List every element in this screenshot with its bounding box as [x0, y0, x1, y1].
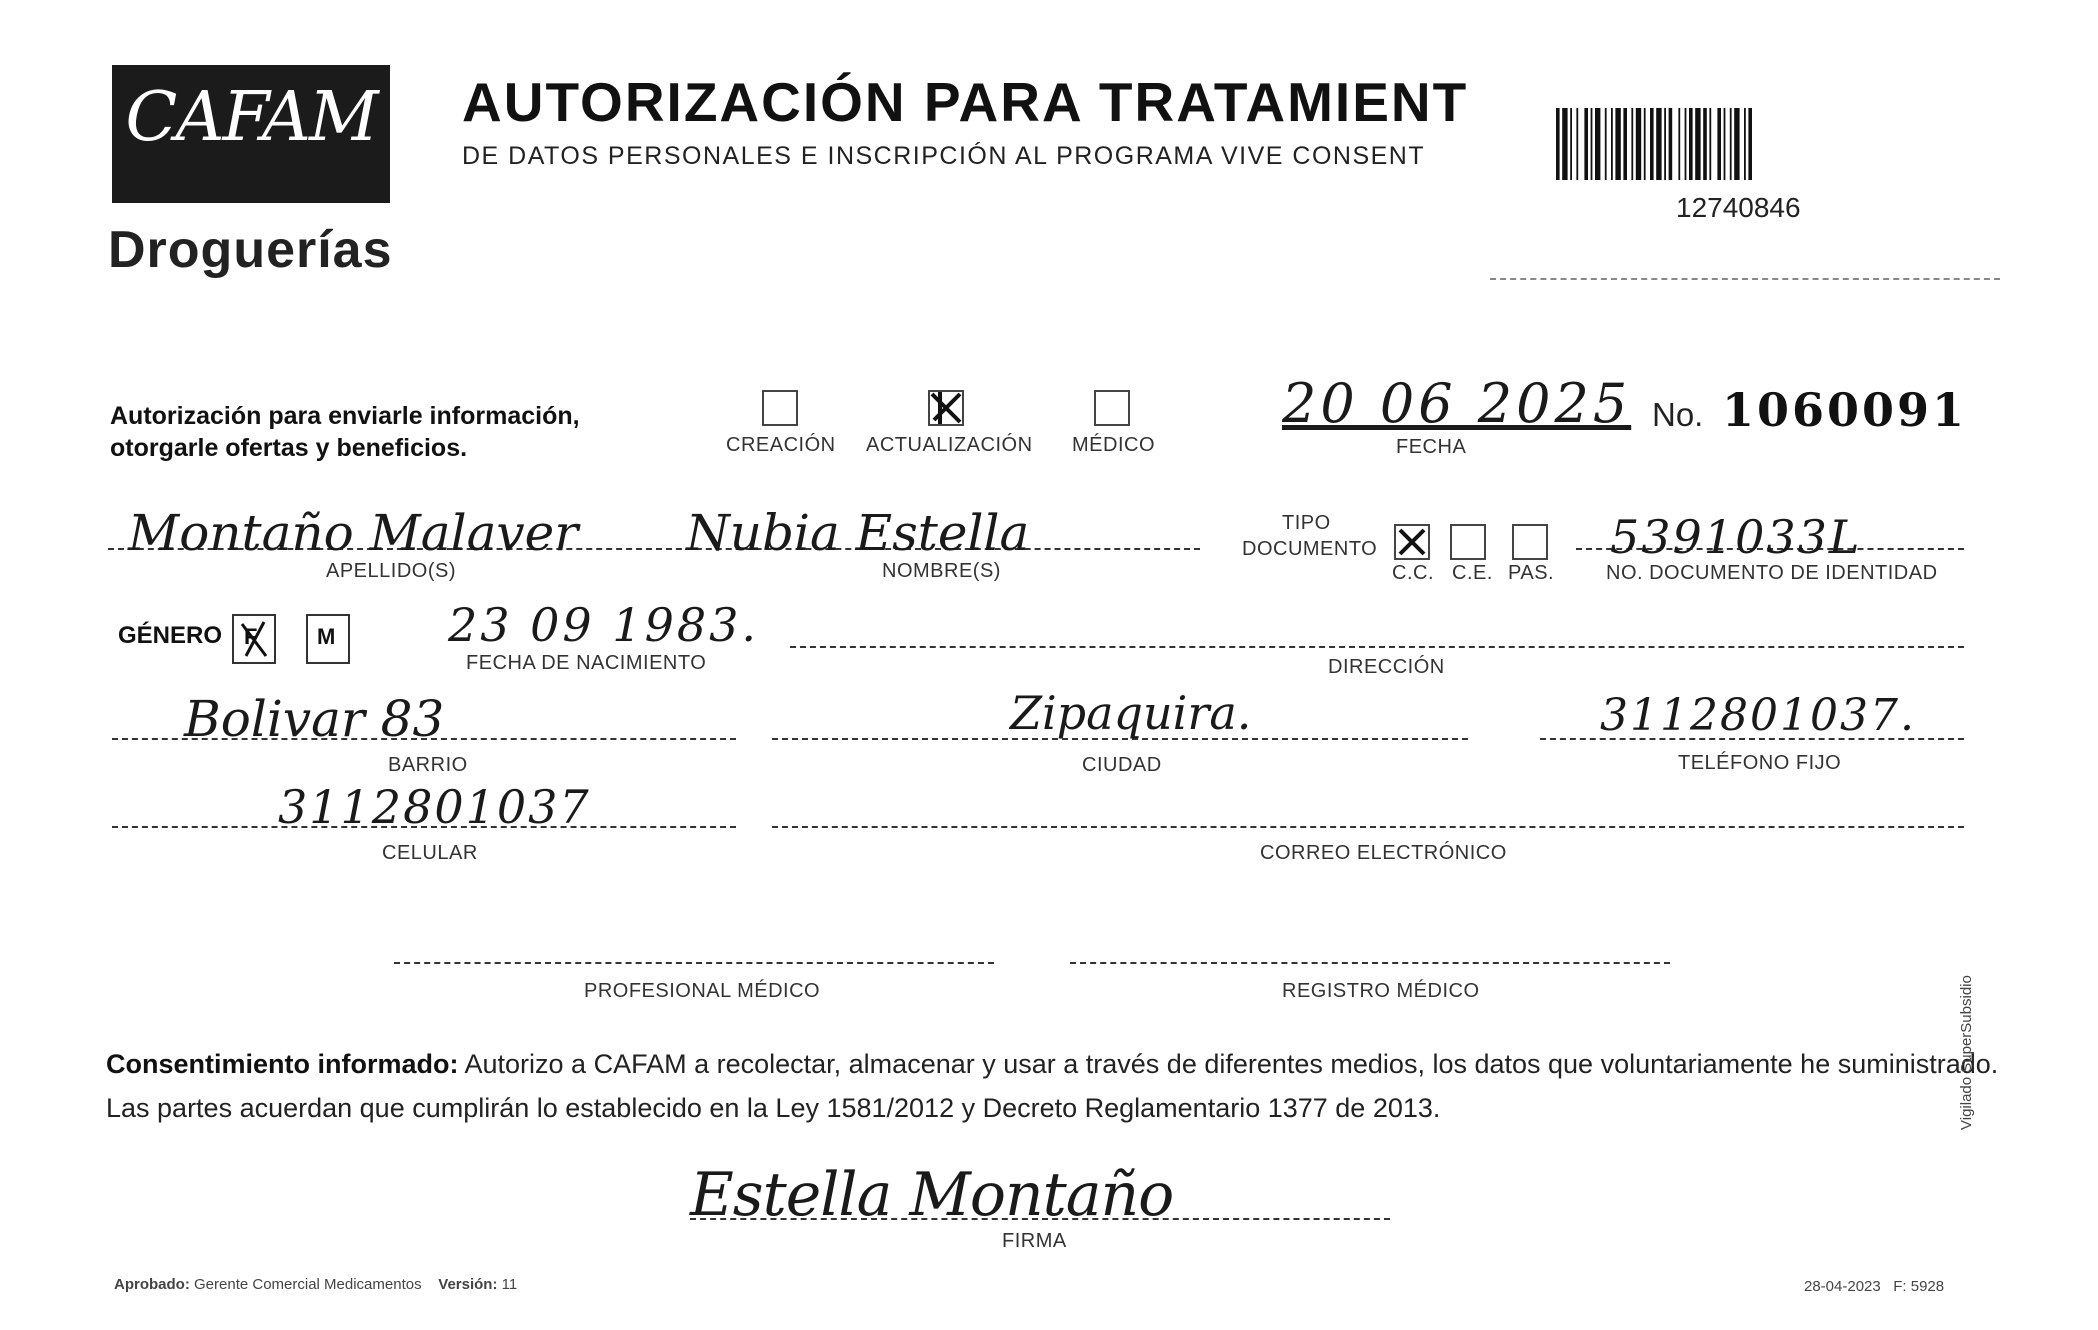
approved-label: Aprobado:	[114, 1276, 190, 1293]
registry-line[interactable]	[1070, 962, 1670, 964]
professional-line[interactable]	[394, 962, 994, 964]
barcode-bar	[1636, 108, 1641, 180]
signature-label: FIRMA	[1002, 1230, 1067, 1252]
doc-type-label-2: DOCUMENTO	[1242, 538, 1378, 560]
name-label: NOMBRE(S)	[882, 560, 1001, 582]
email-label: CORREO ELECTRÓNICO	[1260, 842, 1507, 864]
birth-date-label: FECHA DE NACIMIENTO	[466, 652, 707, 674]
authorization-text-line1: Autorización para enviarle información,	[110, 402, 580, 430]
address-line[interactable]	[790, 646, 1964, 648]
authorization-text	[110, 400, 580, 464]
label-cc: C.C.	[1392, 562, 1434, 584]
label-medico: MÉDICO	[1072, 434, 1155, 456]
checkbox-pas[interactable]	[1512, 524, 1548, 560]
approved-value: Gerente Comercial Medicamentos	[194, 1276, 422, 1293]
barcode-bar	[1748, 108, 1752, 180]
logo-text: CAFAM	[125, 78, 377, 157]
surname-value[interactable]: Montaño Malaver	[128, 504, 579, 562]
phone-value[interactable]: 3112801037.	[1600, 690, 1916, 741]
side-text: Vigilado SuperSubsidio	[1958, 975, 1975, 1130]
checkbox-cc[interactable]	[1394, 524, 1430, 560]
barcode-bar	[1644, 108, 1646, 180]
registry-label: REGISTRO MÉDICO	[1282, 980, 1480, 1002]
barcode-bar	[1584, 108, 1588, 180]
barcode-bar	[1650, 108, 1654, 180]
barcode-bar	[1689, 108, 1693, 180]
barcode-bar	[1623, 108, 1627, 180]
gender-m-letter: M	[317, 624, 336, 649]
barcode-bar	[1717, 108, 1721, 180]
date-value[interactable]: 20 06 2025	[1282, 372, 1632, 435]
professional-label: PROFESIONAL MÉDICO	[584, 980, 821, 1002]
barcode-bar	[1678, 108, 1680, 180]
barcode-bar	[1631, 108, 1633, 180]
checkbox-medico[interactable]	[1094, 390, 1130, 426]
checkbox-ce[interactable]	[1450, 524, 1486, 560]
barcode-bar	[1724, 108, 1726, 180]
barcode-bar	[1595, 108, 1600, 180]
phone-label: TELÉFONO FIJO	[1678, 752, 1842, 774]
doc-number-label: NO. DOCUMENTO DE IDENTIDAD	[1606, 562, 1938, 584]
date-code: 28-04-2023	[1804, 1278, 1881, 1295]
barcode-bar	[1605, 108, 1607, 180]
city-label: CIUDAD	[1082, 754, 1162, 776]
form-subtitle: DE DATOS PERSONALES E INSCRIPCIÓN AL PROGRAMA VIVE CONSENT	[462, 142, 1426, 170]
barrio-value[interactable]: Bolivar 83	[184, 690, 445, 748]
date-label: FECHA	[1396, 436, 1467, 458]
divider	[1490, 278, 2000, 280]
barcode-bar	[1709, 108, 1711, 180]
barcode-bar	[1591, 108, 1593, 180]
surname-label: APELLIDO(S)	[326, 560, 456, 582]
label-ce: C.E.	[1452, 562, 1493, 584]
barcode-number: 12740846	[1676, 192, 1801, 223]
footer-codes	[1804, 1278, 1944, 1295]
checkbox-gender-f[interactable]	[232, 614, 276, 664]
mobile-value[interactable]: 3112801037	[278, 780, 591, 834]
logo-subtitle: Droguerías	[108, 221, 393, 279]
barrio-label: BARRIO	[388, 754, 468, 776]
barcode-bar	[1664, 108, 1666, 180]
checkbox-gender-m[interactable]	[306, 614, 350, 664]
barcode-bar	[1730, 108, 1732, 180]
name-value[interactable]: Nubia Estella	[686, 504, 1030, 562]
barcode-bar	[1570, 108, 1572, 180]
barcode-bar	[1556, 108, 1560, 180]
consent-paragraph	[106, 1042, 2006, 1130]
checkbox-creacion[interactable]	[762, 390, 798, 426]
barcode-bar	[1562, 108, 1567, 180]
form-code: F: 5928	[1893, 1278, 1945, 1295]
check-mark-icon	[1396, 526, 1428, 558]
authorization-text-line2: otorgarle ofertas y beneficios.	[110, 434, 468, 462]
footer-approval	[114, 1276, 517, 1293]
form-number-prefix: No.	[1652, 396, 1704, 433]
email-line[interactable]	[772, 826, 1964, 828]
consent-heading: Consentimiento informado:	[106, 1049, 459, 1079]
barcode-bar	[1656, 108, 1661, 180]
barcode-bar	[1695, 108, 1700, 180]
gender-label: GÉNERO	[118, 622, 223, 649]
version-value: 11	[501, 1276, 518, 1293]
birth-date-value[interactable]: 23 09 1983.	[448, 598, 759, 652]
city-value[interactable]: Zipaquira.	[1010, 686, 1252, 740]
barcode-bar	[1576, 108, 1578, 180]
label-pas: PAS.	[1508, 562, 1555, 584]
barcode-bar	[1734, 108, 1739, 180]
address-label: DIRECCIÓN	[1328, 656, 1445, 678]
consent-body: Autorizo a CAFAM a recolectar, almacenar y usar a través de diferentes medios, los datos que voluntariamente he suministrado. Las partes acuerdan que cumplirán lo establecido en la Ley 1581/2012 y Decreto Reglamentario 1377 de 2013.	[106, 1049, 1999, 1123]
barcode-bar	[1615, 108, 1620, 180]
barcode-bar	[1669, 108, 1673, 180]
gender-f-letter: F	[244, 624, 258, 649]
signature-value[interactable]: Estella Montaño	[690, 1160, 1174, 1230]
check-mark-icon	[234, 616, 274, 662]
barcode-bar	[1703, 108, 1707, 180]
barcode	[1556, 108, 1892, 180]
version-label: Versión:	[438, 1276, 498, 1293]
barcode-bar	[1611, 108, 1613, 180]
form-number: 1060091	[1722, 383, 1968, 437]
doc-type-label-1: TIPO	[1282, 512, 1331, 534]
label-creacion: CREACIÓN	[726, 434, 836, 456]
check-mark-icon	[930, 392, 962, 424]
barcode-bar	[1744, 108, 1746, 180]
checkbox-actualizacion[interactable]	[928, 390, 964, 426]
barcode-bar	[1685, 108, 1687, 180]
mobile-label: CELULAR	[382, 842, 478, 864]
label-actualizacion: ACTUALIZACIÓN	[866, 434, 1033, 456]
doc-number-value[interactable]: 5391033L	[1610, 510, 1862, 564]
form-title: AUTORIZACIÓN PARA TRATAMIENT	[462, 71, 1469, 133]
